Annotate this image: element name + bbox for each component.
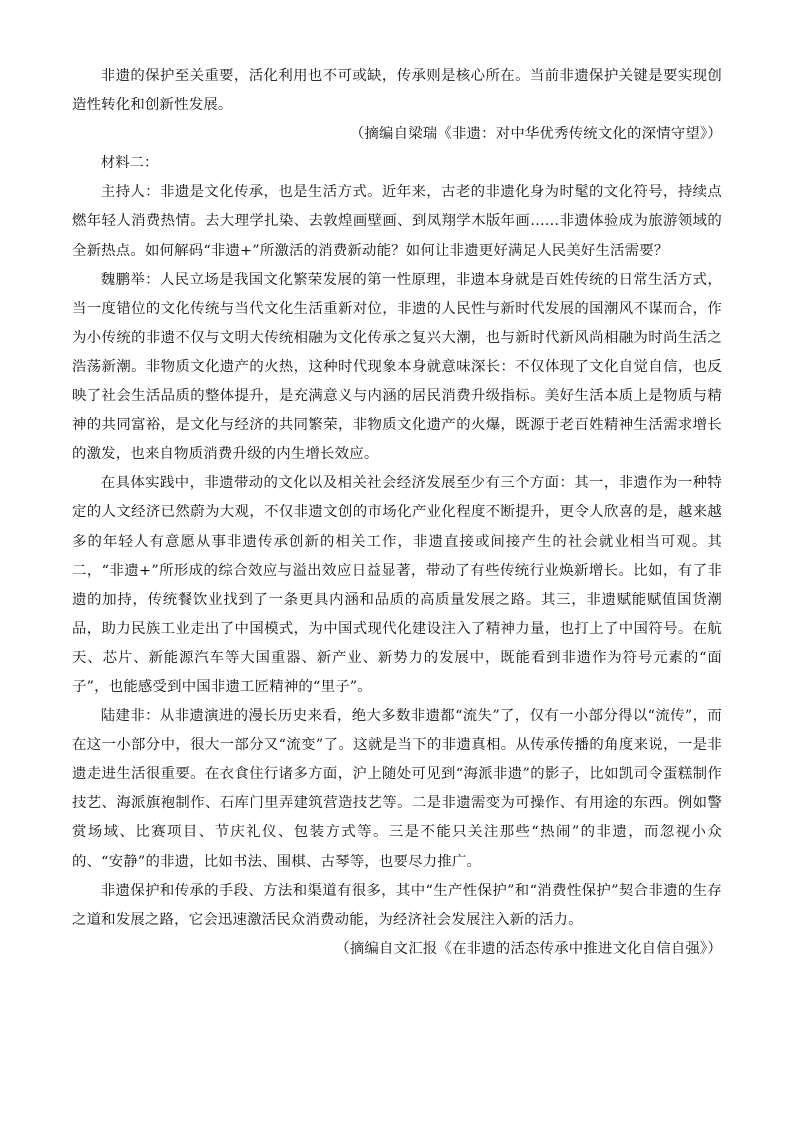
paragraph-lu-jianfei: 陆建非：从非遗演进的漫长历史来看，绝大多数非遗都“流失”了，仅有一小部分得以“流传”，而在这一小部分中，很大一部分又“流变”了。这就是当下的非遗真相。从传承传播的角度来说，一是非遗走进生活很重要。在衣食住行诸多方面，沪上随处可见到“海派非遗”的影子，比如凯司令蛋糕制作技艺、海派旗袍制作、石库门里弄建筑营造技艺等。二是非遗需变为可操作、有用途的东西。例如警赏场域、比赛项目、节庆礼仪、包装方式等。三是不能只关注那些“热闹”的非遗，而忽视小众的、“安静”的非遗，比如书法、围棋、古琴等，也要尽力推广。 <box>72 708 722 870</box>
section-heading-material-2: 材料二： <box>100 155 159 172</box>
source-citation-2: （摘编自文汇报《在非遗的活态传承中推进文化自信自强》） <box>335 940 722 957</box>
document-page <box>72 62 722 964</box>
paragraph-practice: 在具体实践中，非遗带动的文化以及相关社会经济发展至少有三个方面：其一，非遗作为一种特定的人文经济已然蔚为大观，不仅非遗文创的市场化产业化程度不断提升，更令人欣喜的是，越来越多的年轻人有意愿从事非遗传承创新的相关工作，非遗直接或间接产生的社会就业相当可观。其二，“非遗+”所形成的综合效应与溢出效应日益显著，带动了有些传统行业焕新增长。比如，有了非遗的加持，传统餐饮业找到了一条更具内涵和品质的高质量发展之路。其三，非遗赋能赋值国货潮品，助力民族工业走出了中国模式，为中国式现代化建设注入了精神力量，也打上了中国符号。在航天、芯片、新能源汽车等大国重器、新产业、新势力的发展中，既能看到非遗作为符号元素的“面子”，也能感受到中国非遗工匠精神的“里子”。 <box>72 475 722 695</box>
paragraph-conclusion: 非遗保护和传承的手段、方法和渠道有很多，其中“生产性保护”和“消费性保护”契合非遗的生存之道和发展之路，它会迅速激活民众消费动能，为经济社会发展注入新的活力。 <box>72 882 722 928</box>
paragraph-intro: 非遗的保护至关重要，活化利用也不可或缺，传承则是核心所在。当前非遗保护关键是要实现创造性转化和创新性发展。 <box>72 68 722 114</box>
paragraph-wei-pengju: 魏鹏举：人民立场是我国文化繁荣发展的第一性原理，非遗本身就是百姓传统的日常生活方式，当一度错位的文化传统与当代文化生活重新对位，非遗的人民性与新时代发展的国潮风不谋而合，作为小传统的非遗不仅与文明大传统相融为文化传承之复兴大潮，也与新时代新风尚相融为时尚生活之浩荡新潮。非物质文化遗产的火热，这种时代现象本身就意味深长：不仅体现了文化自觉自信，也反映了社会生活品质的整体提升，是充满意义与内涵的居民消费升级指标。美好生活本质上是物质与精神的共同富裕，是文化与经济的共同繁荣，非物质文化遗产的火爆，既源于老百姓精神生活需求增长的激发，也来自物质消费升级的内生增长效应。 <box>72 271 722 463</box>
source-citation-1: （摘编自梁瑞《非遗：对中华优秀传统文化的深情守望》） <box>349 126 722 143</box>
paragraph-host: 主持人：非遗是文化传承，也是生活方式。近年来，古老的非遗化身为时髦的文化符号，持续点燃年轻人消费热情。去大理学扎染、去敦煌画壁画、到凤翔学木版年画……非遗体验成为旅游领域的全新热点。如何解码“非遗+”所激活的消费新动能？如何让非遗更好满足人民美好生活需要？ <box>72 184 722 259</box>
